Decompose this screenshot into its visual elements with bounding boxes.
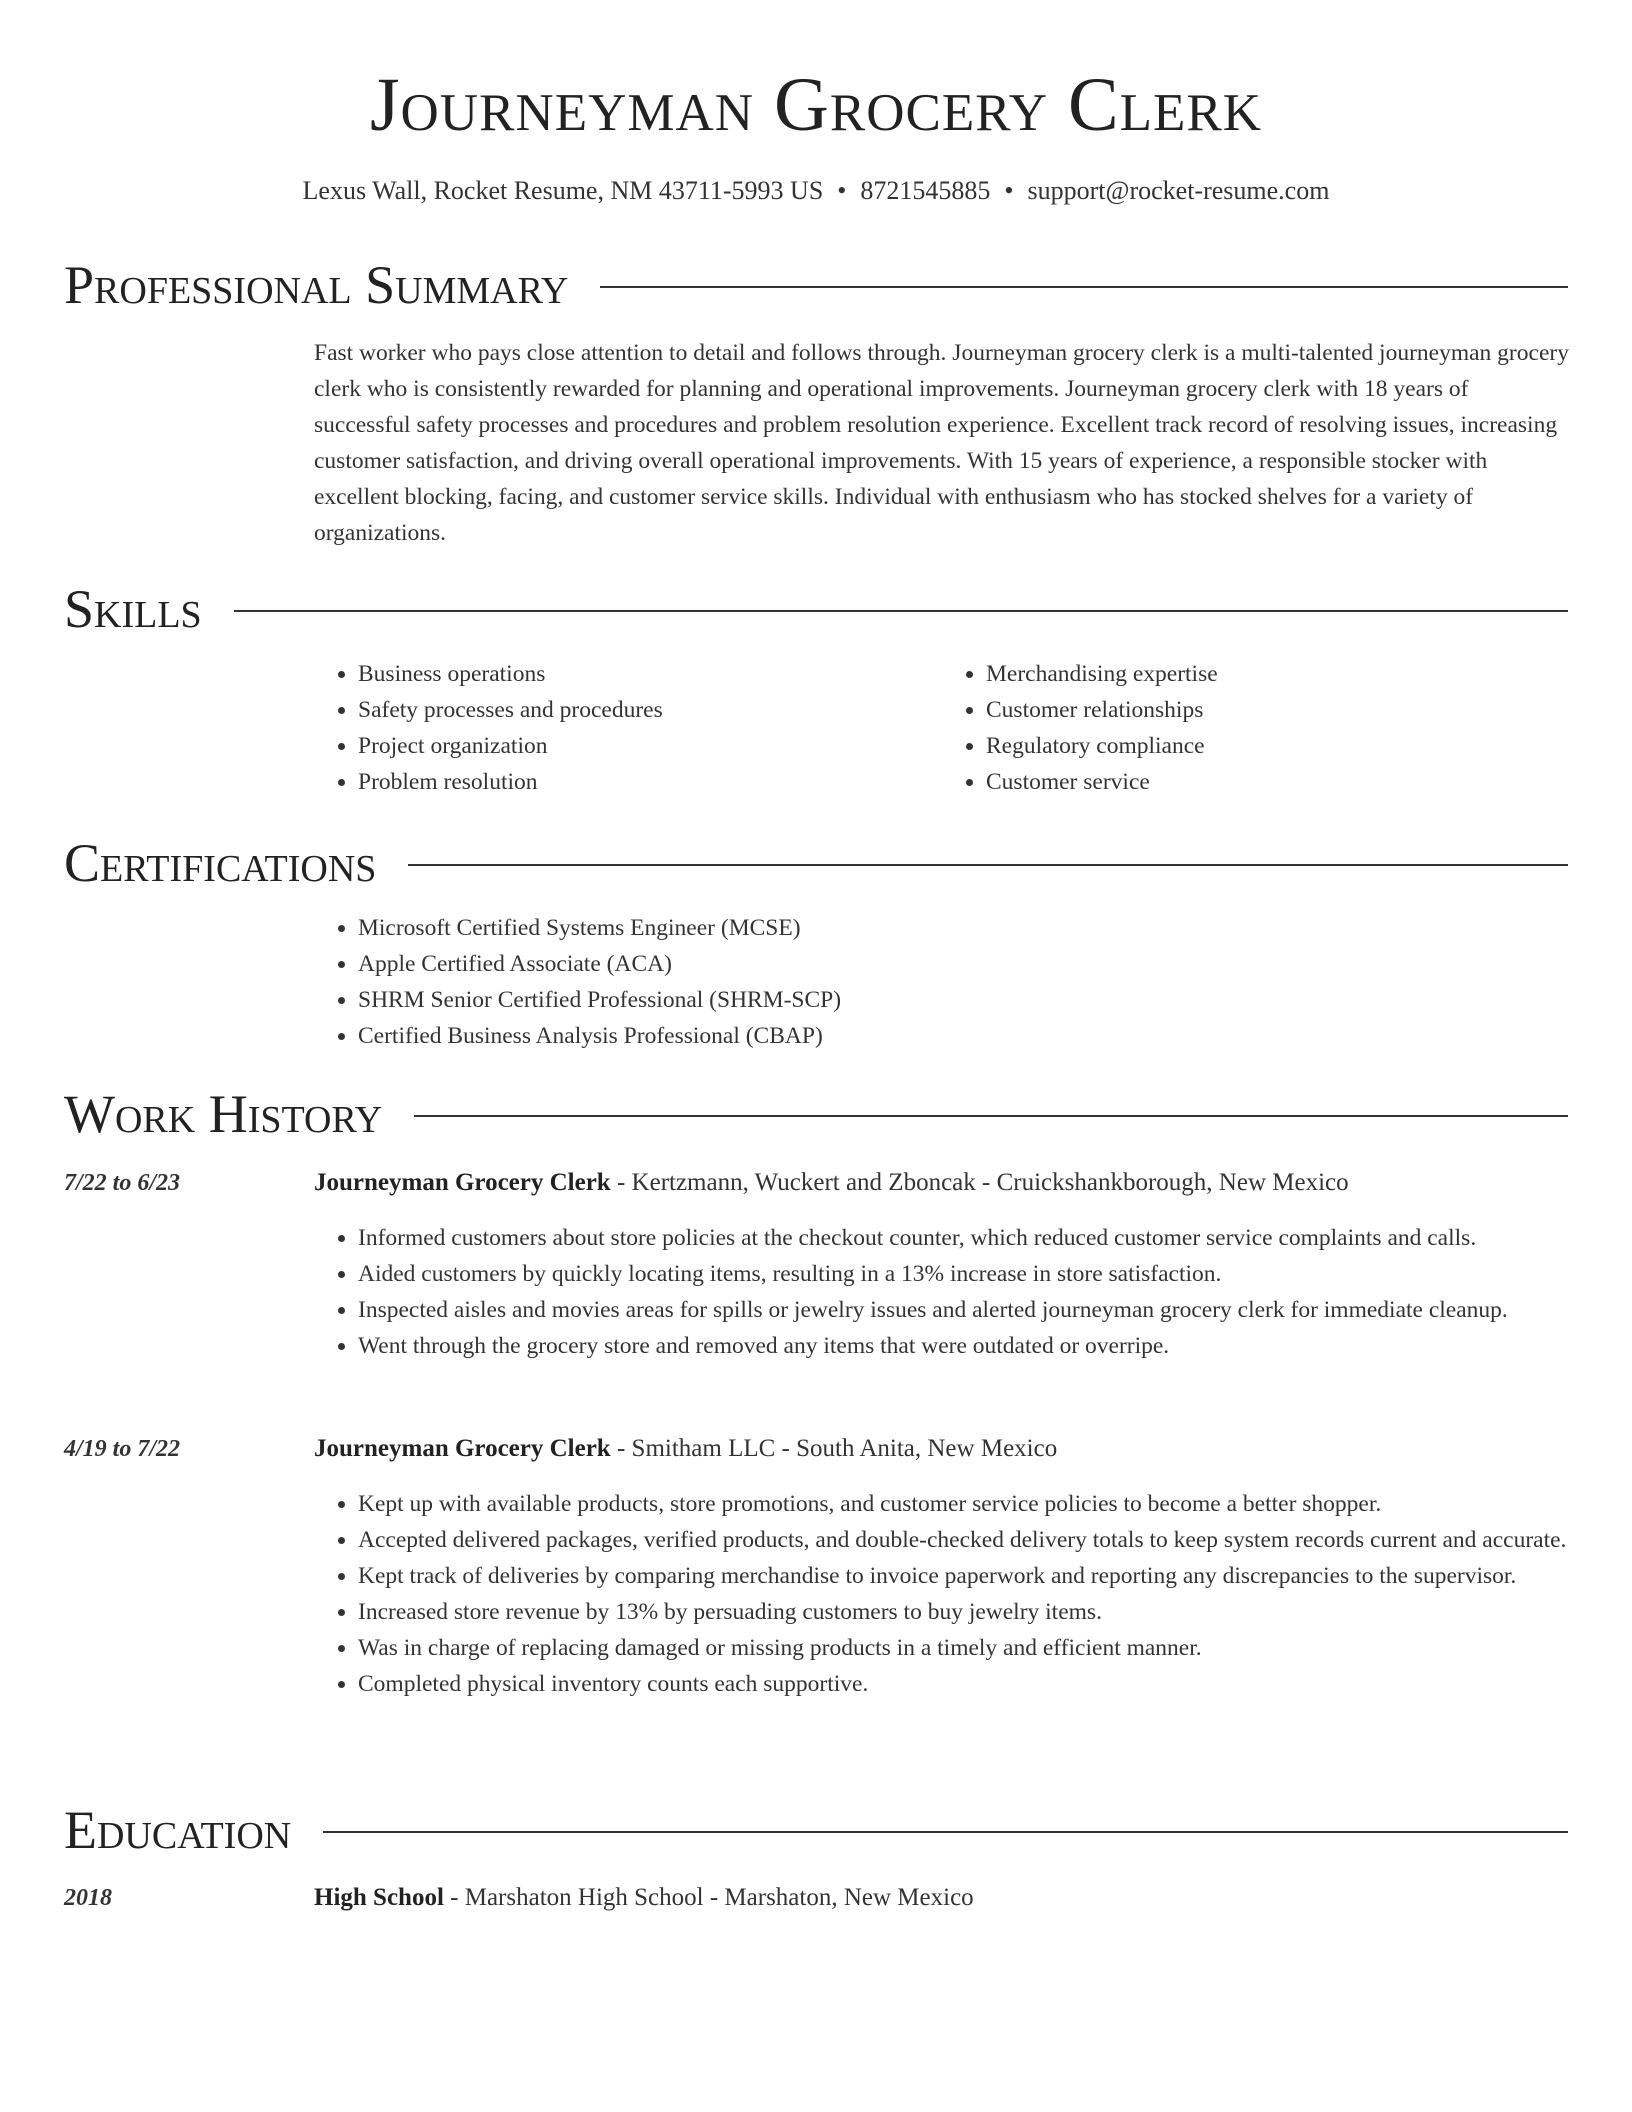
skills-heading: Skills — [64, 579, 202, 639]
job-duty-item: • Kept up with available products, store promotions, and customer service policies to become a better shopper. — [358, 1486, 1570, 1522]
job-duties — [314, 1486, 1570, 1702]
skills-column-right — [942, 656, 1570, 800]
certification-item: • Microsoft Certified Systems Engineer (MCSE) — [358, 910, 1570, 946]
skill-item: • Safety processes and procedures — [358, 692, 942, 728]
skill-item: • Regulatory compliance — [986, 728, 1570, 764]
section-divider — [600, 286, 1568, 288]
skill-item: • Project organization — [358, 728, 942, 764]
work-heading: Work History — [64, 1084, 383, 1144]
section-divider — [414, 1115, 1568, 1117]
contact-line — [0, 174, 1632, 208]
skill-item: • Business operations — [358, 656, 942, 692]
resume-title: Journeyman Grocery Clerk — [369, 63, 1263, 147]
skills-section-header — [64, 576, 1568, 642]
contact-phone: 8721545885 — [860, 176, 991, 205]
certification-item: • SHRM Senior Certified Professional (SHRM-SCP) — [358, 982, 1570, 1018]
education-degree: High School — [314, 1884, 444, 1911]
job-employer: - Smitham LLC - South Anita, New Mexico — [610, 1435, 1058, 1462]
skill-item: • Customer service — [986, 764, 1570, 800]
contact-address: Lexus Wall, Rocket Resume, NM 43711-5993 US — [302, 176, 824, 205]
education-heading: Education — [64, 1800, 292, 1860]
summary-section-header — [64, 252, 1568, 318]
education-section-header — [64, 1797, 1568, 1863]
certifications-heading: Certifications — [64, 833, 377, 893]
job-employer: - Kertzmann, Wuckert and Zboncak - Cruickshankborough, New Mexico — [610, 1169, 1349, 1196]
section-divider — [323, 1831, 1568, 1833]
job-dates: 7/22 to 6/23 — [64, 1170, 181, 1196]
job-duty-item: • Aided customers by quickly locating items, resulting in a 13% increase in store satisfaction. — [358, 1256, 1570, 1292]
education-entry — [314, 1881, 1570, 1915]
job-dates: 4/19 to 7/22 — [64, 1436, 181, 1462]
job-duty-item: • Informed customers about store policies at the checkout counter, which reduced customer service complaints and calls. — [358, 1220, 1570, 1256]
summary-heading: Professional Summary — [64, 255, 569, 315]
job-duty-item: • Increased store revenue by 13% by persuading customers to buy jewelry items. — [358, 1594, 1570, 1630]
job-duty-item: • Inspected aisles and movies areas for spills or jewelry issues and alerted journeyman grocery clerk for immediate cleanup. — [358, 1292, 1570, 1328]
section-divider — [408, 864, 1568, 866]
contact-separator: • — [837, 176, 847, 205]
contact-separator: • — [1004, 176, 1014, 205]
contact-email: support@rocket-resume.com — [1027, 176, 1330, 205]
job-heading — [314, 1166, 1570, 1200]
certification-item: • Apple Certified Associate (ACA) — [358, 946, 1570, 982]
job-duty-item: • Went through the grocery store and removed any items that were outdated or overripe. — [358, 1328, 1570, 1364]
skills-list — [314, 656, 1570, 800]
skill-item: • Problem resolution — [358, 764, 942, 800]
job-title: Journeyman Grocery Clerk — [314, 1169, 611, 1196]
job-duties — [314, 1220, 1570, 1364]
job-duty-item: • Kept track of deliveries by comparing merchandise to invoice paperwork and reporting any discrepancies to the supervisor. — [358, 1558, 1570, 1594]
skills-column-left — [314, 656, 942, 800]
job-heading — [314, 1432, 1570, 1466]
section-divider — [234, 610, 1568, 612]
summary-text: Fast worker who pays close attention to detail and follows through. Journeyman grocery clerk is a multi-talented journeyman grocery clerk who is consistently rewarded for planning and operational improvements. Journeyman grocery clerk with 18 years of successful safety processes and procedures and problem resolution experience. Excellent track record of resolving issues, increasing customer satisfaction, and driving overall operational improvements. With 15 years of experience, a responsible stocker with excellent blocking, facing, and customer service skills. Individual with enthusiasm who has stocked shelves for a variety of organizations. — [314, 340, 1569, 546]
certifications-section-header — [64, 830, 1568, 896]
certifications-list — [314, 910, 1570, 1054]
skill-item: • Customer relationships — [986, 692, 1570, 728]
work-section-header — [64, 1081, 1568, 1147]
education-year: 2018 — [64, 1885, 112, 1911]
skill-item: • Merchandising expertise — [986, 656, 1570, 692]
job-duty-item: • Accepted delivered packages, verified products, and double-checked delivery totals to keep system records current and accurate. — [358, 1522, 1570, 1558]
job-title: Journeyman Grocery Clerk — [314, 1435, 611, 1462]
education-school: - Marshaton High School - Marshaton, New Mexico — [443, 1884, 974, 1911]
job-duty-item: • Was in charge of replacing damaged or missing products in a timely and efficient manner. — [358, 1630, 1570, 1666]
job-duty-item: • Completed physical inventory counts each supportive. — [358, 1666, 1570, 1702]
certification-item: • Certified Business Analysis Professional (CBAP) — [358, 1018, 1570, 1054]
